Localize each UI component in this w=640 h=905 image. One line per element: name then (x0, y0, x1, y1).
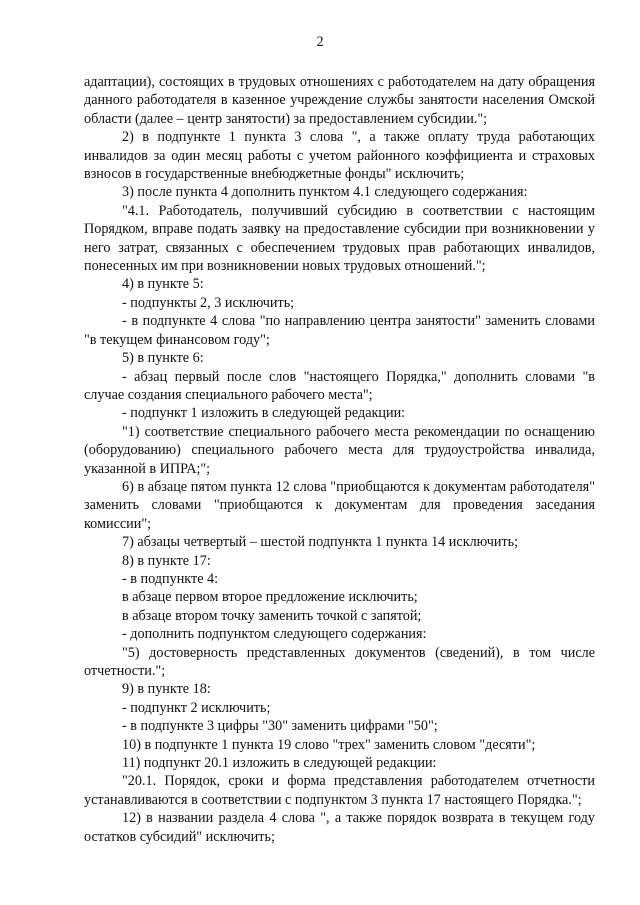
paragraph: - подпункты 2, 3 исключить; (122, 294, 295, 311)
paragraph: - в подпункте 4: (122, 570, 219, 587)
paragraph: 12) в названии раздела 4 слова ", а также порядок возврата в текущем году остатков субсидий" исключить; (84, 810, 595, 845)
paragraph: 7) абзацы четвертый – шестой подпункта 1 пункта 14 исключить; (122, 534, 519, 551)
page-number: 2 (316, 34, 324, 50)
paragraph: - в подпункте 3 цифры "30" заменить цифрами "50"; (122, 718, 438, 735)
paragraph: - подпункт 2 исключить; (122, 699, 271, 716)
paragraph: 5) в пункте 6: (122, 350, 204, 367)
paragraph: - подпункт 1 изложить в следующей редакции: (122, 405, 406, 422)
paragraph: адаптации), состоящих в трудовых отношениях с работодателем на дату обращения данного работодателя в казенное учреждение службы занятости населения Омской области (далее – центр занятости) за предоставлением субсидии."; (84, 74, 595, 127)
paragraph: - дополнить подпунктом следующего содержания: (122, 626, 427, 643)
paragraph: 9) в пункте 18: (122, 681, 211, 698)
paragraph: 6) в абзаце пятом пункта 12 слова "приобщаются к документам работодателя" заменить словами "приобщаются к документам для проведения заседания комиссии"; (84, 478, 595, 532)
paragraph: "20.1. Порядок, сроки и форма представления работодателем отчетности устанавливаются в соответствии с подпунктом 3 пункта 17 настоящего Порядка."; (84, 773, 595, 808)
paragraph: "4.1. Работодатель, получивший субсидию в соответствии с настоящим Порядком, вправе подать заявку на предоставление субсидии при возникновении у него затрат, связанных с обеспечением трудовых прав работающих инвалидов, понесенных им при возникновении новых трудовых отношений."; (84, 202, 595, 275)
paragraph: - абзац первый после слов "настоящего Порядка," дополнить словами "в случае создания специального рабочего места"; (84, 368, 595, 403)
paragraph: 4) в пункте 5: (122, 276, 204, 293)
paragraph: "1) соответствие специального рабочего места рекомендации по оснащению (оборудованию) специального рабочего места для трудоустройства инвалида, указанной в ИПРА;"; (84, 423, 595, 477)
paragraph: - в подпункте 4 слова "по направлению центра занятости" заменить словами "в текущем финансовом году"; (84, 313, 595, 348)
paragraph: в абзаце втором точку заменить точкой с запятой; (122, 607, 422, 624)
paragraph: в абзаце первом второе предложение исключить; (122, 589, 418, 606)
paragraph: 10) в подпункте 1 пункта 19 слово "трех" заменить словом "десяти"; (122, 736, 536, 753)
paragraph: "5) достоверность представленных документов (сведений), в том числе отчетности."; (84, 644, 595, 679)
paragraph: 3) после пункта 4 дополнить пунктом 4.1 следующего содержания: (122, 184, 528, 201)
paragraph: 2) в подпункте 1 пункта 3 слова ", а также оплату труда работающих инвалидов за один месяц работы с учетом районного коэффициента и страховых взносов в государственные внебюджетные фонды" исключить; (84, 129, 595, 183)
paragraph: 8) в пункте 17: (122, 552, 211, 569)
paragraph: 11) подпункт 20.1 изложить в следующей редакции: (122, 755, 437, 772)
document-body (84, 73, 595, 846)
